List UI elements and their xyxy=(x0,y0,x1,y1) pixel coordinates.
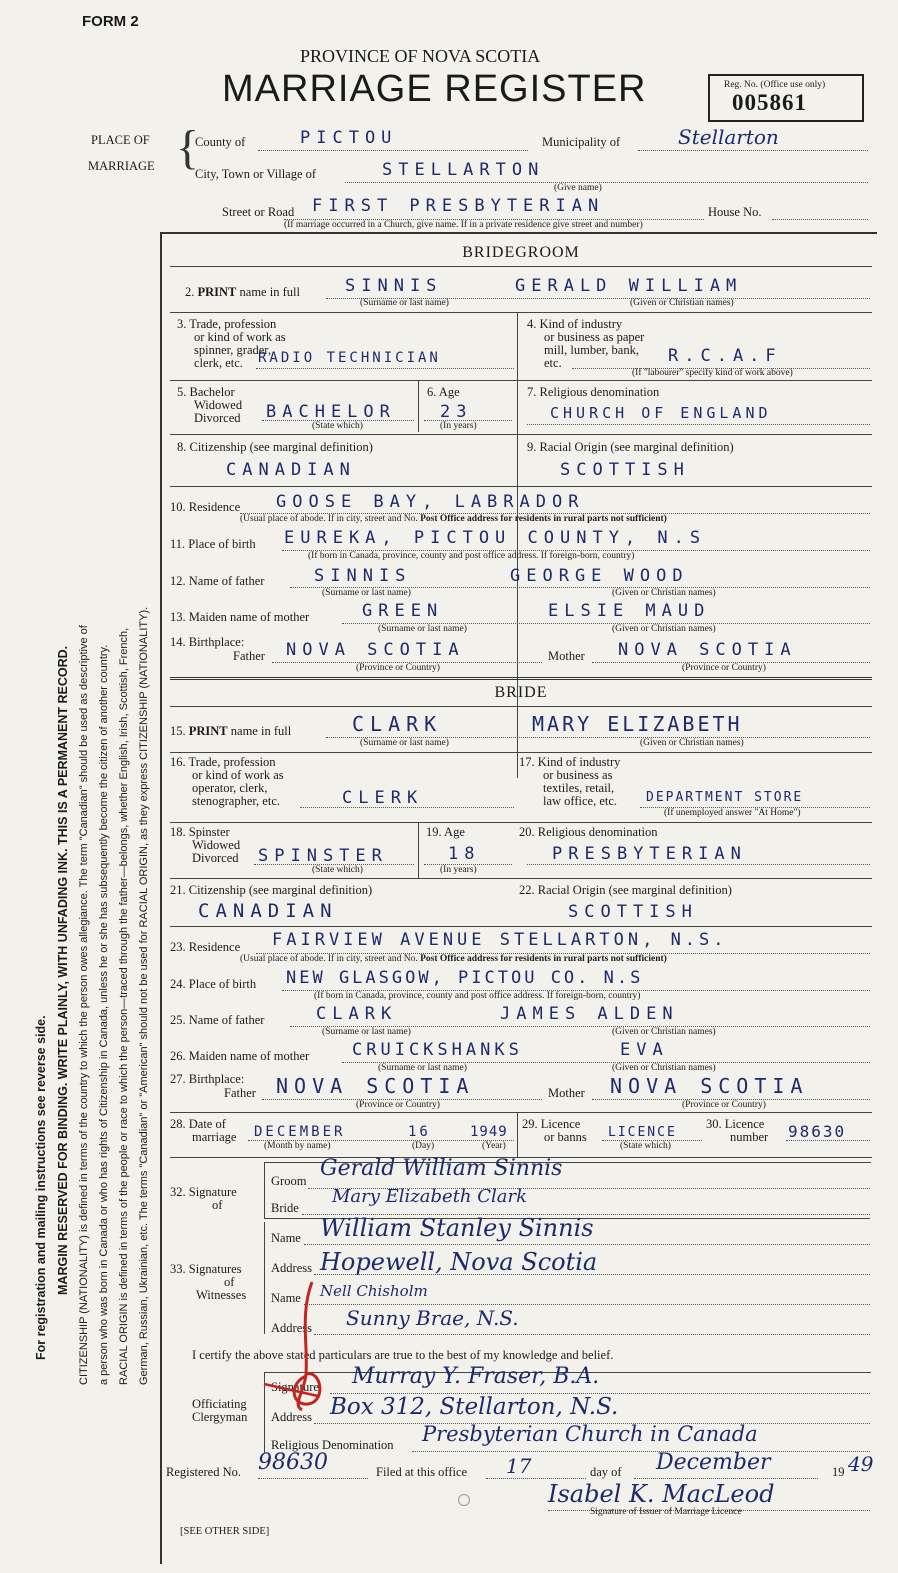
bride-mother-label: 26. Maiden name of mother xyxy=(170,1049,310,1063)
bride-mother-given: EVA xyxy=(620,1040,669,1060)
groom-mother-label: 13. Maiden name of mother xyxy=(170,610,310,624)
certification-statement: I certify the above stated particulars are true to the best of my knowledge and belief. xyxy=(192,1348,614,1362)
bride-name-label: 15. PRINT name in full xyxy=(170,724,292,738)
groom-mother-given: ELSIE MAUD xyxy=(548,601,711,621)
marriage-month: DECEMBER xyxy=(254,1124,346,1140)
street-caption: (If marriage occurred in a Church, give name. If in a private residence give street and number) xyxy=(284,220,643,230)
marriage-date-label: 28. Date of marriage xyxy=(170,1117,237,1144)
licence-type: LICENCE xyxy=(608,1125,677,1140)
registered-number: 98630 xyxy=(258,1450,328,1475)
city-label: City, Town or Village of xyxy=(195,167,317,181)
registered-no-label: Registered No. xyxy=(166,1465,241,1479)
street-label: Street or Road xyxy=(222,205,295,219)
margin-citizenship-def-2: a person who was born in Canada or who has rights of Citizenship in Canada, unless he or she has subsequently become the citizen of another country. xyxy=(98,644,110,1385)
bride-citizenship: CANADIAN xyxy=(198,900,338,922)
margin-binding-notice: MARGIN RESERVED FOR BINDING. WRITE PLAINLY, WITH UNFADING INK. THIS IS A PERMANENT RECORD. xyxy=(56,645,70,1295)
bride-signature: Mary Elizabeth Clark xyxy=(332,1186,528,1207)
groom-citizenship-label: 8. Citizenship (see marginal definition) xyxy=(177,440,373,454)
bride-birthplace-label: 24. Place of birth xyxy=(170,977,257,991)
witness-2-name: Nell Chisholm xyxy=(320,1282,428,1300)
licence-label: 29. Licence or banns xyxy=(522,1117,587,1144)
clergy-signature: Murray Y. Fraser, B.A. xyxy=(352,1364,600,1389)
place-heading-1: PLACE OF xyxy=(91,133,150,147)
groom-religion-label: 7. Religious denomination xyxy=(527,385,660,399)
bride-age-label: 19. Age xyxy=(426,825,465,839)
brace: { xyxy=(176,121,200,174)
reg-number: 005861 xyxy=(732,90,807,115)
bride-trade: CLERK xyxy=(342,788,424,808)
county-label: County of xyxy=(195,135,246,149)
filed-year: 49 xyxy=(848,1452,874,1476)
groom-trade-label: 3. Trade, profession or kind of work as spinner, grader, clerk, etc. xyxy=(177,317,286,370)
margin-citizenship-def-1: CITIZENSHIP (NATIONALITY) is defined in terms of the country to which the person owes allegiance. The term "Canadian" should be used as descriptive of xyxy=(78,625,90,1385)
bride-residence-label: 23. Residence xyxy=(170,940,241,954)
groom-signature: Gerald William Sinnis xyxy=(320,1156,563,1181)
bride-residence: FAIRVIEW AVENUE STELLARTON, N.S. xyxy=(272,930,728,950)
bride-industry: DEPARTMENT STORE xyxy=(646,790,804,805)
groom-religion: CHURCH OF ENGLAND xyxy=(550,404,772,422)
place-heading-2: MARRIAGE xyxy=(88,159,155,173)
groom-residence-label: 10. Residence xyxy=(170,500,241,514)
filed-month: December xyxy=(656,1450,771,1475)
street-value: FIRST PRESBYTERIAN xyxy=(312,196,605,216)
groom-birthplace: EUREKA, PICTOU COUNTY, N.S xyxy=(284,528,707,548)
groom-mother-birthplace: NOVA SCOTIA xyxy=(618,640,797,660)
groom-industry: R.C.A.F xyxy=(668,346,782,366)
licence-number: 98630 xyxy=(788,1122,847,1141)
groom-birthplace-label: 11. Place of birth xyxy=(170,537,256,551)
groom-age: 23 xyxy=(440,402,473,422)
filed-label: Filed at this office xyxy=(376,1465,468,1479)
bride-citizenship-label: 21. Citizenship (see marginal definition) xyxy=(170,883,373,897)
bride-racial-label: 22. Racial Origin (see marginal definition) xyxy=(519,883,732,897)
form-label: FORM 2 xyxy=(82,13,139,30)
municipality-label: Municipality of xyxy=(542,135,621,149)
bride-religion: PRESBYTERIAN xyxy=(552,844,747,864)
groom-given-names: GERALD WILLIAM xyxy=(515,276,743,296)
clergy-address: Box 312, Stellarton, N.S. xyxy=(330,1394,619,1420)
witness-2-address: Sunny Brae, N.S. xyxy=(346,1306,519,1330)
reg-number-label: Reg. No. (Office use only) xyxy=(724,80,826,90)
bride-religion-label: 20. Religious denomination xyxy=(519,825,658,839)
groom-father-given: GEORGE WOOD xyxy=(510,566,689,586)
house-label: House No. xyxy=(708,205,762,219)
municipality-value: Stellarton xyxy=(678,125,779,149)
city-value: STELLARTON xyxy=(382,160,545,180)
bride-status: SPINSTER xyxy=(258,846,388,866)
bride-birthplace-parents-label: 27. Birthplace: xyxy=(170,1072,245,1086)
margin-racial-def-1: RACIAL ORIGIN is defined in terms of the people or race to which the person—traced through the father—belongs, whether English, Irish, Scottish, French, xyxy=(118,627,130,1385)
witness-1-address: Hopewell, Nova Scotia xyxy=(320,1248,598,1276)
bride-heading: BRIDE xyxy=(494,684,548,701)
bride-father-birthplace: NOVA SCOTIA xyxy=(276,1074,475,1098)
margin-racial-def-2: German, Russian, Ukrainian, etc. The terms "Canadian" or "American" should not be used for RACIAL ORIGIN, as they express CITIZENSHIP (NATIONALITY). xyxy=(138,606,150,1385)
groom-father-surname: SINNIS xyxy=(314,566,412,586)
groom-surname: SINNIS xyxy=(345,276,443,296)
page-title: MARRIAGE REGISTER xyxy=(222,68,647,110)
filed-day: 17 xyxy=(506,1454,532,1478)
province-heading: PROVINCE OF NOVA SCOTIA xyxy=(300,46,541,66)
witness-1-name: William Stanley Sinnis xyxy=(320,1214,594,1242)
groom-name-label: 2. PRINT name in full xyxy=(185,285,300,299)
groom-citizenship: CANADIAN xyxy=(226,460,356,480)
clergy-label: Officiating Clergyman xyxy=(192,1397,248,1424)
groom-birthplace-parents-label: 14. Birthplace: xyxy=(170,635,245,649)
bridegroom-heading: BRIDEGROOM xyxy=(462,244,580,261)
groom-racial: SCOTTISH xyxy=(560,460,690,480)
bride-mother-birthplace: NOVA SCOTIA xyxy=(610,1074,809,1098)
city-caption: (Give name) xyxy=(554,183,602,193)
groom-residence: GOOSE BAY, LABRADOR xyxy=(276,492,585,512)
bride-father-surname: CLARK xyxy=(316,1004,398,1024)
bride-surname: CLARK xyxy=(352,712,443,736)
groom-racial-label: 9. Racial Origin (see marginal definition) xyxy=(527,440,734,454)
bride-father-label: 25. Name of father xyxy=(170,1013,265,1027)
marriage-day: 16 xyxy=(408,1124,431,1140)
licence-number-label: 30. Licence number xyxy=(706,1117,769,1144)
bride-given-names: MARY ELIZABETH xyxy=(532,712,743,736)
signature-32-label: 32. Signature of xyxy=(170,1185,237,1212)
see-other-side: [SEE OTHER SIDE] xyxy=(180,1526,270,1537)
county-value: PICTOU xyxy=(300,128,398,148)
bride-industry-label: 17. Kind of industry or business as textiles, retail, law office, etc. xyxy=(519,755,621,808)
groom-age-label: 6. Age xyxy=(427,385,460,399)
groom-status-label: 5. Bachelor Widowed Divorced xyxy=(177,385,243,425)
groom-father-label: 12. Name of father xyxy=(170,574,265,588)
issuer-signature: Isabel K. MacLeod xyxy=(548,1480,775,1508)
reg-number-box xyxy=(708,74,864,122)
signature-33-label: 33. Signatures of Witnesses xyxy=(170,1262,247,1302)
marriage-year: 1949 xyxy=(470,1124,508,1140)
groom-mother-surname: GREEN xyxy=(362,601,444,621)
bride-status-label: 18. Spinster Widowed Divorced xyxy=(170,825,241,865)
groom-status: BACHELOR xyxy=(266,402,396,422)
groom-father-birthplace: NOVA SCOTIA xyxy=(286,640,465,660)
bride-trade-label: 16. Trade, profession or kind of work as operator, clerk, stenographer, etc. xyxy=(170,755,284,808)
clergy-denomination: Presbyterian Church in Canada xyxy=(422,1422,758,1446)
margin-instructions: For registration and mailing instructions see reverse side. xyxy=(34,1015,48,1360)
bride-father-given: JAMES ALDEN xyxy=(500,1004,679,1024)
bride-racial: SCOTTISH xyxy=(568,902,698,922)
bride-mother-surname: CRUICKSHANKS xyxy=(352,1040,523,1060)
groom-trade: RADIO TECHNICIAN xyxy=(258,350,441,366)
red-check-mark xyxy=(262,1274,332,1414)
bride-age: 18 xyxy=(448,844,481,864)
groom-industry-label: 4. Kind of industry or business as paper mill, lumber, bank, etc. xyxy=(527,317,645,370)
stamp-circle xyxy=(458,1494,470,1506)
bride-birthplace: NEW GLASGOW, PICTOU CO. N.S xyxy=(286,968,644,988)
